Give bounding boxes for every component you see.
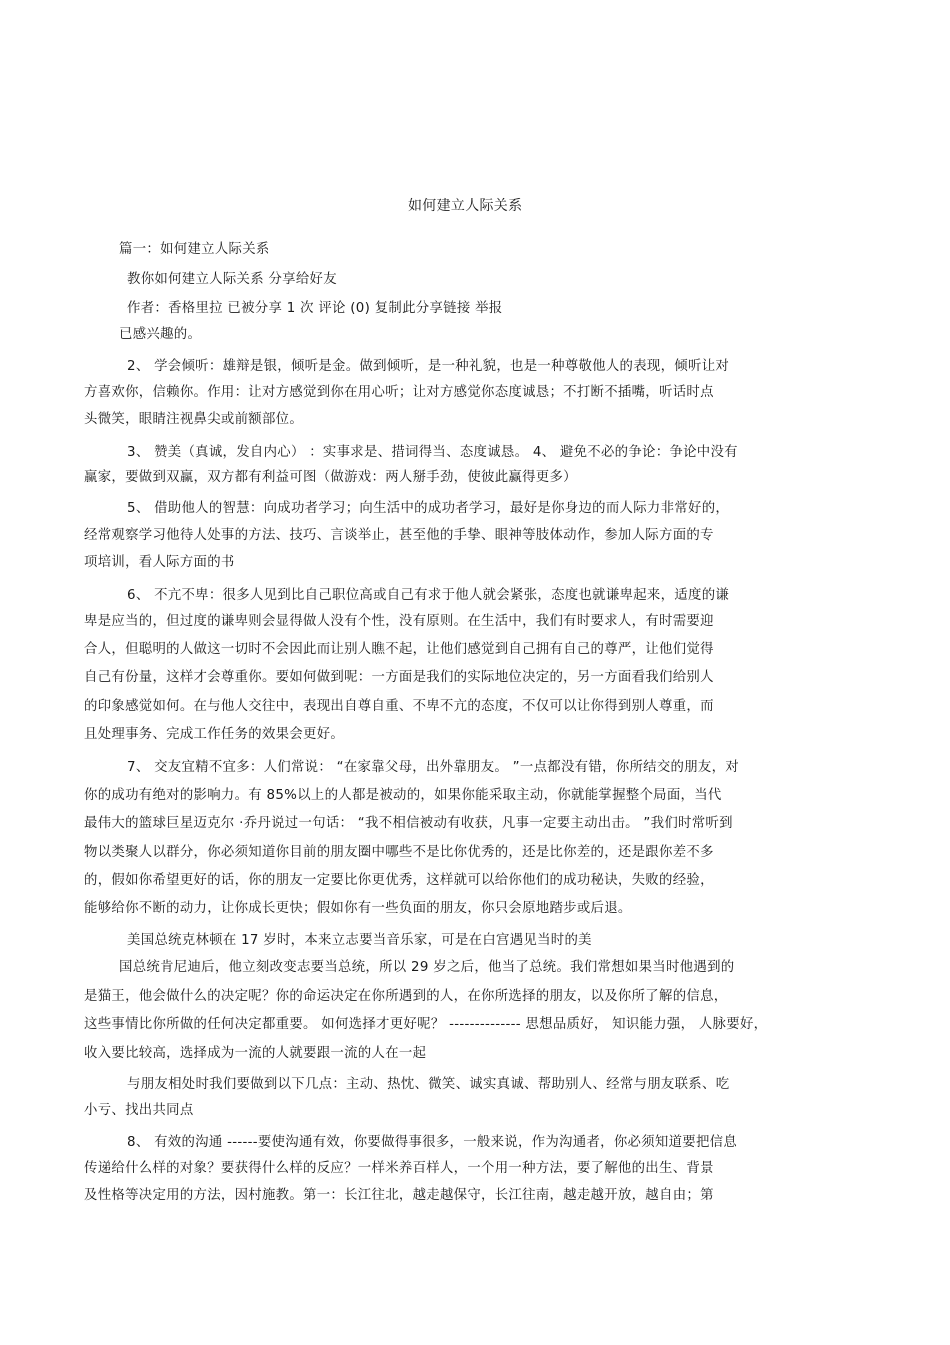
text-line: 是猫王，他会做什么的决定呢？你的命运决定在你所遇到的人，在你所选择的朋友，以及你所了解的信息， (84, 989, 728, 1004)
text-line: 8、 有效的沟通 ------要使沟通有效，你要做得事很多，一般来说，作为沟通者，你必须知道要把信息 (127, 1135, 738, 1150)
text-line: 作者：香格里拉 已被分享 1 次 评论 (0) 复制此分享链接 举报 (127, 301, 503, 316)
text-line: 项培训，看人际方面的书 (84, 555, 235, 570)
text-line: 的，假如你希望更好的话，你的朋友一定要比你更优秀，这样就可以给你他们的成功秘诀，失败的经验， (84, 873, 714, 888)
text-line: 且处理事务、完成工作任务的效果会更好。 (84, 727, 345, 742)
text-line: 最伟大的篮球巨星迈克尔 ·乔丹说过一句话： “我不相信被动有收获，凡事一定要主动出击。 ”我们时常听到 (84, 816, 733, 831)
text-line: 2、 学会倾听：雄辩是银，倾听是金。做到倾听，是一种礼貌，也是一种尊敬他人的表现，倾听让对 (127, 359, 730, 374)
text-line: 3、 赞美（真诚，发自内心） ：实事求是、措词得当、态度诚恳。 4、 避免不必的争论：争论中没有 (127, 445, 738, 460)
text-line: 物以类聚人以群分，你必须知道你目前的朋友圈中哪些不是比你优秀的，还是比你差的，还是跟你差不多 (84, 845, 714, 860)
text-line: 卑是应当的，但过度的谦卑则会显得做人没有个性，没有原则。在生活中，我们有时要求人，有时需要迎 (84, 614, 714, 629)
text-line: 篇一：如何建立人际关系 (119, 242, 270, 257)
text-line: 头微笑，眼睛注视鼻尖或前额部位。 (84, 412, 304, 427)
text-line: 教你如何建立人际关系 分享给好友 (127, 272, 337, 287)
text-line: 方喜欢你，信赖你。作用：让对方感觉到你在用心听；让对方感觉你态度诚恳；不打断不插嘴，听话时点 (84, 385, 714, 400)
text-line: 的印象感觉如何。在与他人交往中，表现出自尊自重、不卑不亢的态度，不仅可以让你得到别人尊重，而 (84, 699, 714, 714)
page-title: 如何建立人际关系 (408, 198, 523, 214)
text-line: 传递给什么样的对象？要获得什么样的反应？一样米养百样人，一个用一种方法，要了解他的出生、背景 (84, 1161, 714, 1176)
text-line: 及性格等决定用的方法，因村施教。第一：长江往北，越走越保守，长江往南，越走越开放，越自由；第 (84, 1188, 714, 1203)
text-line: 5、 借助他人的智慧：向成功者学习；向生活中的成功者学习，最好是你身边的而人际力非常好的， (127, 501, 730, 516)
text-line: 美国总统克林顿在 17 岁时，本来立志要当音乐家，可是在白宫遇见当时的美 (127, 933, 592, 948)
text-line: 经常观察学习他待人处事的方法、技巧、言谈举止，甚至他的手挚、眼神等肢体动作，参加人际方面的专 (84, 528, 714, 543)
text-line: 赢家，要做到双赢，双方都有利益可图（做游戏：两人掰手劲，使彼此赢得更多） (84, 470, 577, 485)
text-line: 与朋友相处时我们要做到以下几点：主动、热忱、微笑、诚实真诚、帮助别人、经常与朋友联系、吃 (127, 1077, 730, 1092)
text-line: 合人，但聪明的人做这一切时不会因此而让别人瞧不起，让他们感觉到自己拥有自己的尊严，让他们觉得 (84, 642, 714, 657)
text-line: 国总统肯尼迪后，他立刻改变志要当总统，所以 29 岁之后，他当了总统。我们常想如果当时他遇到的 (119, 960, 735, 975)
text-line: 能够给你不断的动力，让你成长更快；假如你有一些负面的朋友，你只会原地踏步或后退。 (84, 901, 632, 916)
text-line: 7、 交友宜精不宜多：人们常说： “在家靠父母，出外靠朋友。 ”一点都没有错，你所结交的朋友，对 (127, 760, 739, 775)
text-line: 已感兴趣的。 (119, 327, 202, 342)
text-line: 自己有份量，这样才会尊重你。要如何做到呢：一方面是我们的实际地位决定的，另一方面看我们给别人 (84, 670, 714, 685)
text-line: 小亏、找出共同点 (84, 1103, 194, 1118)
text-line: 这些事情比你所做的任何决定都重要。 如何选择才更好呢？ -------------- 思想品质好， 知识能力强， 人脉要好， (84, 1017, 768, 1032)
text-line: 收入要比较高，选择成为一流的人就要跟一流的人在一起 (84, 1046, 427, 1061)
text-line: 6、 不亢不卑：很多人见到比自己职位高或自己有求于他人就会紧张，态度也就谦卑起来，适度的谦 (127, 588, 730, 603)
text-line: 你的成功有绝对的影响力。有 85%以上的人都是被动的，如果你能采取主动，你就能掌握整个局面，当代 (84, 788, 722, 803)
